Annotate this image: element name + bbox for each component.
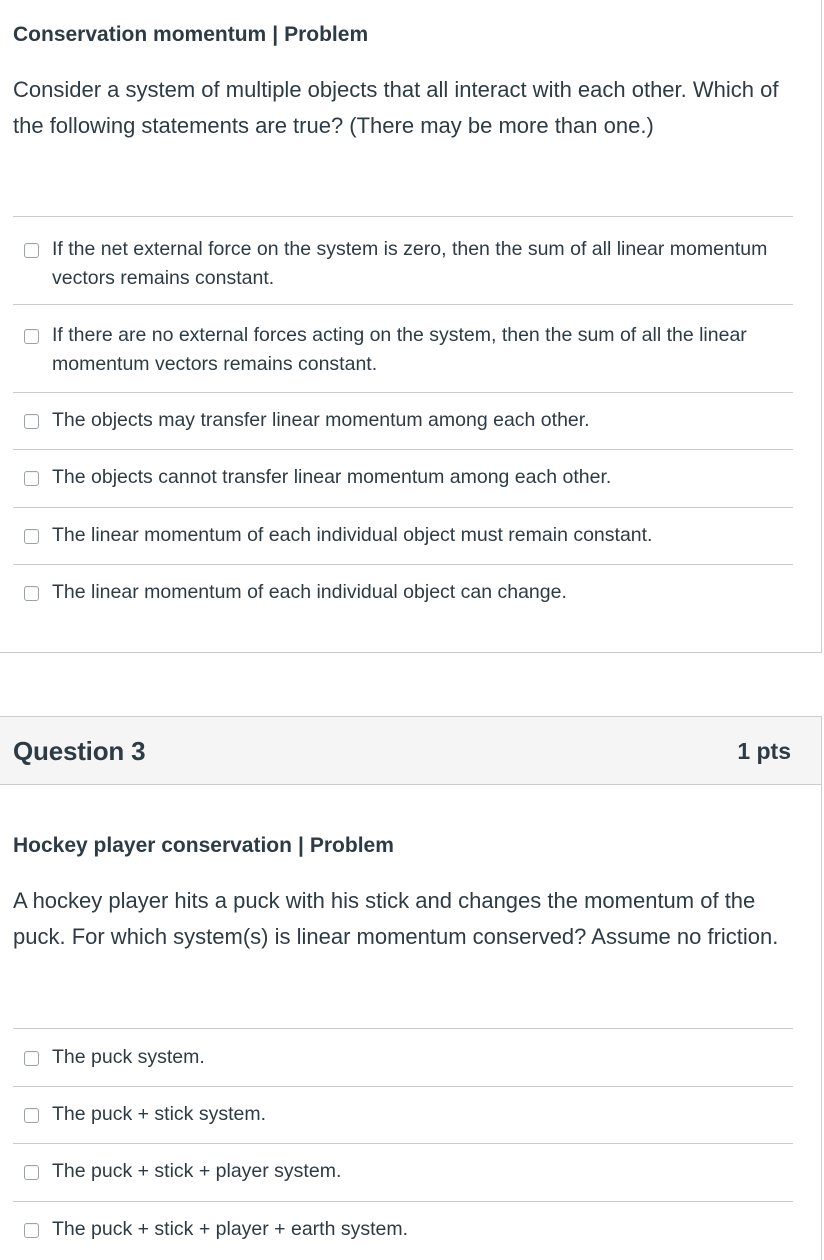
question-2-heading-label: Problem [284, 23, 369, 46]
question-2-answers [13, 216, 793, 623]
answer-label: If the net external force on the system is zero, then the sum of all linear momentum vectors remains constant. [52, 238, 768, 289]
answer-checkbox[interactable] [24, 471, 39, 486]
question-3-answer-3[interactable] [13, 1144, 793, 1202]
question-3-answer-1[interactable] [13, 1029, 793, 1087]
answer-checkbox[interactable] [24, 1223, 39, 1238]
answer-checkbox[interactable] [24, 243, 39, 258]
question-2-answer-1[interactable] [13, 217, 793, 305]
answer-checkbox[interactable] [24, 1051, 39, 1066]
question-2-answer-4[interactable] [13, 450, 793, 508]
question-2-answer-5[interactable] [13, 508, 793, 565]
question-3-heading-label: Problem [309, 834, 394, 857]
answer-label: If there are no external forces acting on the system, then the sum of all the linear momentum vectors remains constant. [52, 324, 747, 375]
question-3-header [0, 717, 821, 785]
question-3-title: Question 3 [13, 736, 146, 766]
answer-checkbox[interactable] [24, 1108, 39, 1123]
question-3-points: 1 pts [737, 738, 791, 764]
answer-checkbox[interactable] [24, 1165, 39, 1180]
question-2-prompt: Consider a system of multiple objects that all interact with each other. Which of the following statements are true? (There may be more than one.) [13, 77, 779, 138]
question-3-answer-2[interactable] [13, 1087, 793, 1144]
question-3-heading-title: Hockey player conservation [13, 834, 292, 857]
answer-label: The linear momentum of each individual object can change. [52, 581, 567, 603]
answer-label: The objects cannot transfer linear momentum among each other. [52, 466, 612, 488]
question-2-heading [13, 23, 368, 47]
answer-label: The linear momentum of each individual object must remain constant. [52, 524, 653, 546]
question-3-answers [13, 1028, 793, 1258]
answer-label: The objects may transfer linear momentum among each other. [52, 409, 590, 431]
answer-checkbox[interactable] [24, 329, 39, 344]
question-2-heading-separator: | [272, 23, 279, 46]
question-2-answer-2[interactable] [13, 305, 793, 393]
question-2-answer-6[interactable] [13, 565, 793, 623]
question-3-prompt: A hockey player hits a puck with his stick and changes the momentum of the puck. For which system(s) is linear momentum conserved? Assume no friction. [13, 888, 779, 949]
question-2-answer-3[interactable] [13, 393, 793, 450]
answer-checkbox[interactable] [24, 414, 39, 429]
question-3-heading [13, 834, 394, 858]
answer-checkbox[interactable] [24, 586, 39, 601]
answer-label: The puck + stick + player + earth system. [52, 1218, 409, 1240]
question-2-heading-title: Conservation momentum [13, 23, 267, 46]
answer-label: The puck + stick system. [52, 1103, 267, 1125]
answer-label: The puck + stick + player system. [52, 1160, 342, 1182]
question-3-card [0, 716, 822, 1260]
question-3-answer-4[interactable] [13, 1202, 793, 1258]
question-3-heading-separator: | [297, 834, 304, 857]
answer-checkbox[interactable] [24, 529, 39, 544]
answer-label: The puck system. [52, 1046, 205, 1068]
